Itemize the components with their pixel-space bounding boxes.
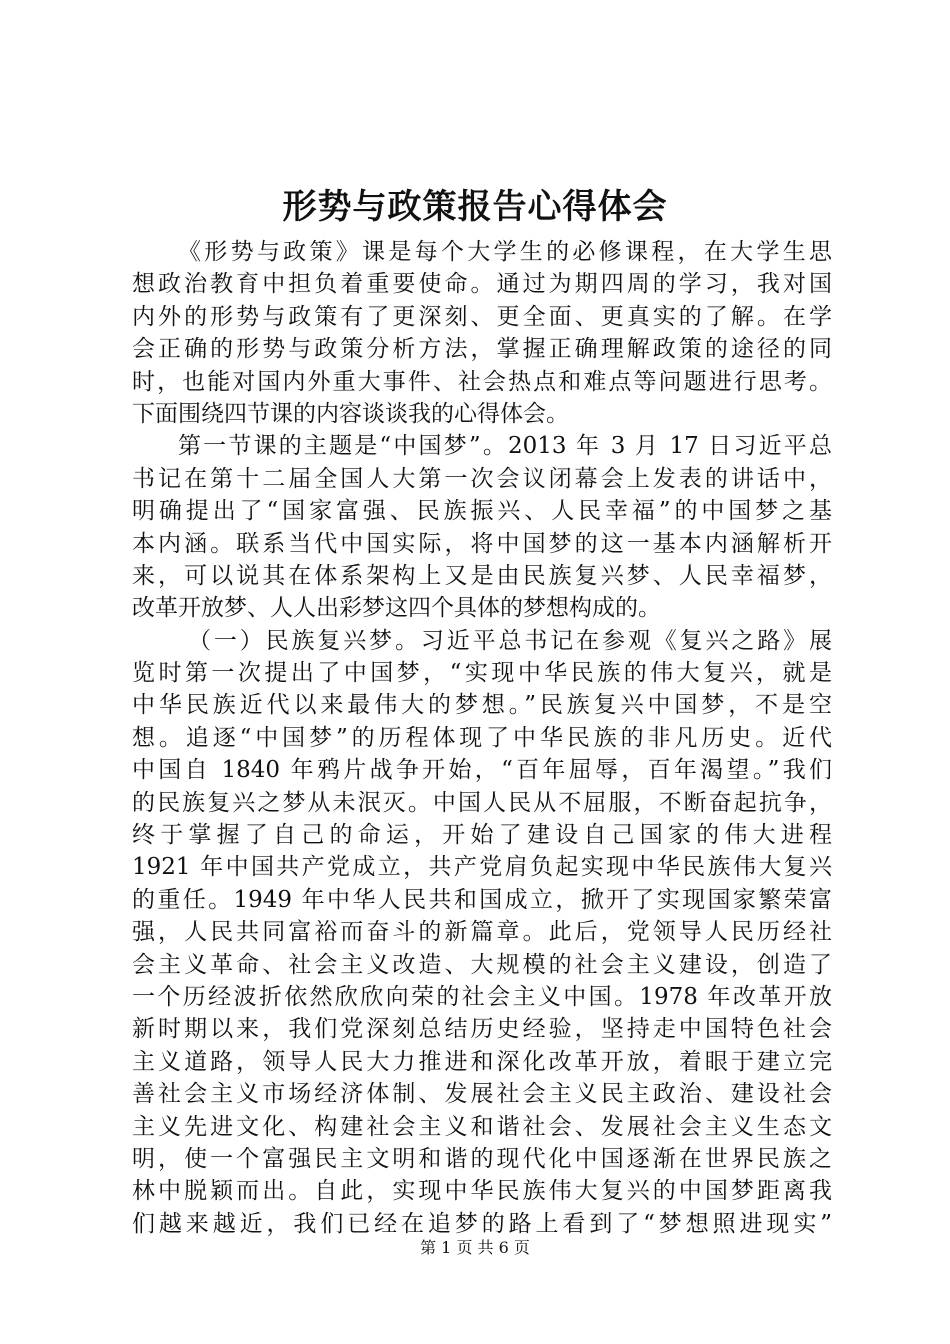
text-line: 来，可以说其在体系架构上又是由民族复兴梦、人民幸福梦， — [132, 562, 832, 589]
text-line: 新时期以来，我们党深刻总结历史经验，坚持走中国特色社会 — [132, 1016, 832, 1043]
text-line: 下面围绕四节课的内容谈谈我的心得体会。 — [132, 400, 569, 427]
text-line: 本内涵。联系当代中国实际，将中国梦的这一基本内涵解析开 — [132, 530, 832, 557]
text-line: 览时第一次提出了中国梦，“实现中华民族的伟大复兴，就是 — [132, 660, 832, 687]
text-line: 林中脱颖而出。自此，实现中华民族伟大复兴的中国梦距离我 — [132, 1178, 832, 1205]
text-line: 的民族复兴之梦从未泯灭。中国人民从不屈服，不断奋起抗争， — [132, 789, 832, 816]
text-line: 会正确的形势与政策分析方法，掌握正确理解政策的途径的同 — [132, 336, 832, 363]
text-line: 1921 年中国共产党成立，共产党肩负起实现中华民族伟大复兴 — [132, 854, 832, 881]
text-line: 强，人民共同富裕而奋斗的新篇章。此后，党领导人民历经社 — [132, 919, 832, 946]
text-line: 第一节课的主题是“中国梦”。2013 年 3 月 17 日习近平总 — [178, 433, 832, 460]
text-line: 善社会主义市场经济体制、发展社会主义民主政治、建设社会 — [132, 1081, 832, 1108]
text-line: 中国自 1840 年鸦片战争开始，“百年屈辱，百年渴望。”我们 — [132, 757, 832, 784]
text-line: 书记在第十二届全国人大第一次会议闭幕会上发表的讲话中， — [132, 465, 832, 492]
text-line: （一）民族复兴梦。习近平总书记在参观《复兴之路》展 — [188, 627, 832, 654]
page-footer: 第 1 页 共 6 页 — [420, 1238, 530, 1257]
text-line: 们越来越近，我们已经在追梦的路上看到了“梦想照进现实” — [132, 1210, 832, 1237]
document-body — [132, 236, 832, 1240]
text-line: 时，也能对国内外重大事件、社会热点和难点等问题进行思考。 — [132, 368, 832, 395]
text-line: 明，使一个富强民主文明和谐的现代化中国逐渐在世界民族之 — [132, 1145, 832, 1172]
document-title: 形势与政策报告心得体会 — [282, 187, 668, 227]
text-line: 《形势与政策》课是每个大学生的必修课程，在大学生思 — [178, 239, 832, 265]
text-line: 主义道路，领导人民大力推进和深化改革开放，着眼于建立完 — [132, 1048, 832, 1075]
text-line: 明确提出了“国家富强、民族振兴、人民幸福”的中国梦之基 — [132, 498, 832, 525]
text-line: 想。追逐“中国梦”的历程体现了中华民族的非凡历史。近代 — [132, 724, 832, 751]
text-line: 内外的形势与政策有了更深刻、更全面、更真实的了解。在学 — [132, 303, 832, 330]
text-line: 一个历经波折依然欣欣向荣的社会主义中国。1978 年改革开放 — [132, 983, 832, 1010]
text-line: 会主义革命、社会主义改造、大规模的社会主义建设，创造了 — [132, 951, 832, 978]
text-line: 中华民族近代以来最伟大的梦想。”民族复兴中国梦，不是空 — [132, 692, 832, 719]
text-line: 改革开放梦、人人出彩梦这四个具体的梦想构成的。 — [132, 595, 661, 622]
text-line: 想政治教育中担负着重要使命。通过为期四周的学习，我对国 — [132, 271, 832, 298]
text-line: 的重任。1949 年中华人民共和国成立，掀开了实现国家繁荣富 — [132, 886, 832, 913]
text-line: 主义先进文化、构建社会主义和谐社会、发展社会主义生态文 — [132, 1113, 832, 1140]
text-line: 终于掌握了自己的命运，开始了建设自己国家的伟大进程 — [132, 822, 832, 849]
